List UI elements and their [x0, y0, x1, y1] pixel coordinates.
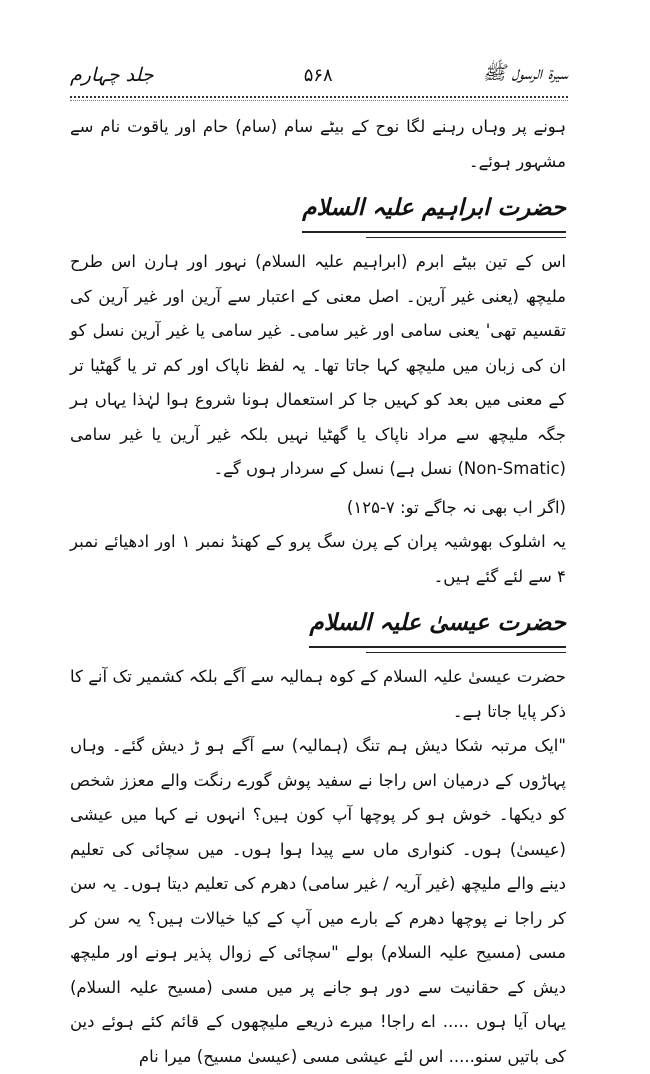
- volume-label: جلد چہارم: [70, 64, 154, 86]
- reference-note: یہ اشلوک بھوشیہ پران کے پرن سگ پرو کے کھنڈ نمبر ۱ اور ادھیائے نمبر ۴ سے لئے گئے ہیں۔: [70, 532, 566, 586]
- page-header: [70, 58, 568, 92]
- intro-line: ہونے پر وہاں رہنے لگا نوح کے بیٹے سام (سام) حام اور یاقوت نام سے مشہور ہوئے۔: [70, 117, 566, 171]
- book-title: سیرۃ الرسول ﷺ: [482, 62, 568, 84]
- section-heading-ibrahim-wrap: [70, 181, 566, 233]
- page-number: ۵۶۸: [303, 64, 333, 86]
- section-heading-isa: حضرت عیسیٰ علیہ السلام: [309, 602, 566, 648]
- paragraph-isa-intro: حضرت عیسیٰ علیہ السلام کے کوہ ہمالیہ سے آگے بلکہ کشمیر تک آنے کا ذکر پایا جاتا ہے۔: [70, 667, 566, 721]
- header-divider: [70, 96, 568, 98]
- paragraph-ibrahim-latin: (Non-Smatic): [457, 459, 566, 478]
- reference-citation: (اگر اب بھی نہ جاگے تو: ۷-۱۲۵): [346, 497, 566, 517]
- paragraph-ibrahim-end: نسل ہے) نسل کے سردار ہوں گے۔: [213, 459, 453, 478]
- page-body: [70, 110, 566, 1074]
- header-divider-secondary: [70, 100, 568, 101]
- section-heading-isa-wrap: [70, 596, 566, 648]
- section-heading-ibrahim: حضرت ابراہیم علیہ السلام: [302, 187, 566, 233]
- paragraph-isa-quote: "ایک مرتبہ شکا دیش ہم تنگ (ہمالیہ) سے آگے ہو ڑ دیش گئے۔ وہاں پہاڑوں کے درمیان اس راجا نے سفید پوش گورے رنگت والے معزز شخص کو دیکھا۔ خوش ہو کر پوچھا آپ کون ہیں؟ انہوں نے کہا میں عیشی (عیسیٰ) ہوں۔ کنواری ماں سے پیدا ہوا ہوں۔ میں سچائی کی تعلیم دینے والے ملیچھ (غیر آریہ / غیر سامی) دھرم کی تعلیم دیتا ہوں۔ یہ سن کر راجا نے پوچھا دھرم کے بارے میں آپ کے کیا خیالات ہیں؟ یہ سن کر مسی (مسیح علیہ السلام) بولے "سچائی کے زوال پذیر ہونے اور ملیچھ دیش کے حقانیت سے دور ہو جانے پر میں مسی (مسیح علیہ السلام) یہاں آیا ہوں ..... اے راجا! میرے ذریعے ملیچھوں کے قائم کئے ہوئے دین کی باتیں سنو..... اس لئے عیشی مسی (عیسیٰ مسیح) میرا نام: [70, 736, 566, 1066]
- paragraph-ibrahim-text: اس کے تین بیٹے ابرم (ابراہیم علیہ السلام) نہور اور ہارن اس طرح ملیچھ (یعنی غیر آرین۔ اصل معنی کے اعتبار سے آرین اور غیر آرین کی تقسیم تھی' یعنی سامی اور غیر سامی۔ غیر سامی یا غیر آرین نسل کو ان کی زبان میں ملیچھ کہا جاتا تھا۔ یہ لفظ ناپاک اور کم تر یا گھٹیا تر کے معنی میں بعد کو کہیں جا کر استعمال ہونا شروع ہوا لہٰذا یہاں ہر جگہ ملیچھ سے مراد ناپاک یا گھٹیا نہیں بلکہ غیر آرین یا غیر سامی: [70, 252, 566, 444]
- paragraph-ibrahim: [70, 245, 566, 487]
